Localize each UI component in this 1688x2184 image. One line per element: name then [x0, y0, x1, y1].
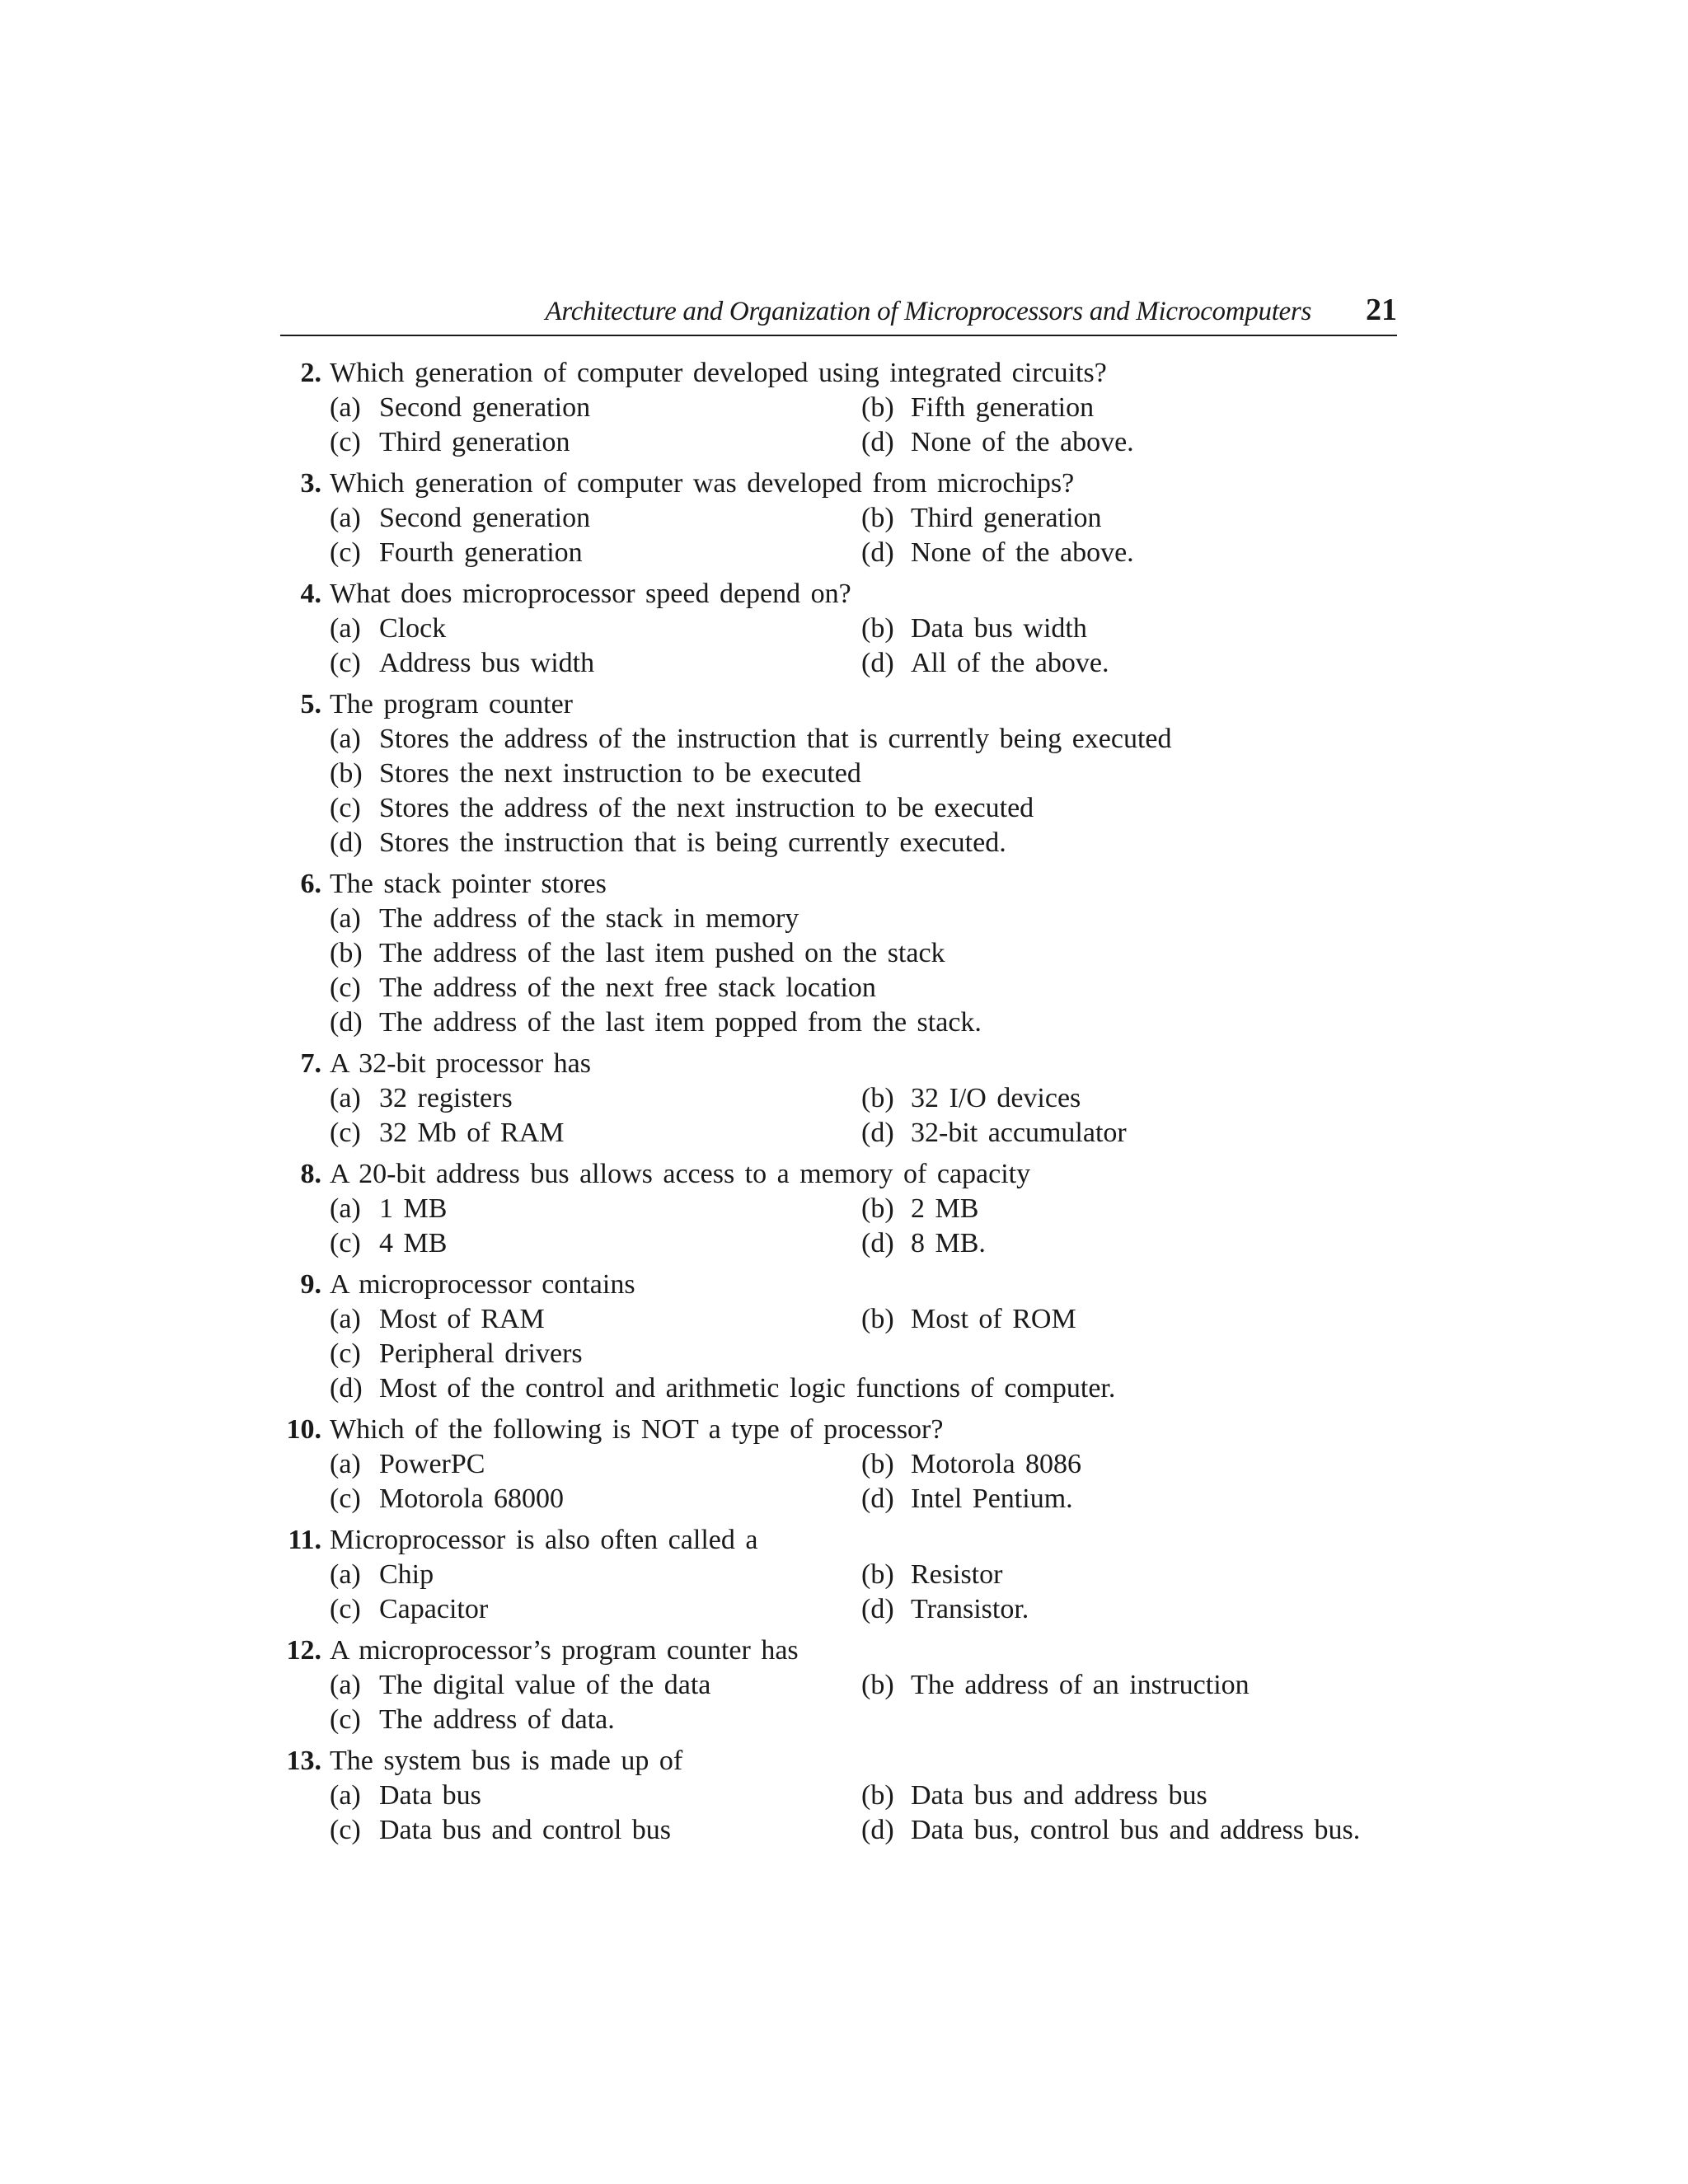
option-letter: (d)	[330, 1007, 363, 1038]
option-text: Capacitor	[379, 1594, 489, 1624]
question-number: 13.	[286, 1746, 321, 1776]
question-stem	[272, 1047, 1409, 1081]
question-stem	[272, 466, 1409, 501]
answer-option	[861, 536, 1134, 570]
answer-option	[330, 1192, 447, 1226]
option-letter: (d)	[861, 1228, 894, 1258]
option-letter: (c)	[330, 1118, 361, 1148]
option-text: The address of the next free stack location	[379, 972, 876, 1003]
option-text: Clock	[379, 613, 447, 644]
running-header	[280, 293, 1397, 336]
option-row	[272, 757, 1409, 791]
answer-option	[330, 1371, 1115, 1406]
option-letter: (d)	[861, 1815, 894, 1845]
option-text: PowerPC	[379, 1449, 485, 1479]
option-letter: (a)	[330, 613, 361, 644]
answer-option	[861, 646, 1109, 681]
option-text: The address of the last item popped from the stack.	[379, 1007, 982, 1038]
question-number: 11.	[288, 1525, 321, 1555]
option-row	[272, 722, 1409, 757]
option-text: Data bus and address bus	[911, 1780, 1207, 1811]
question-stem	[272, 356, 1409, 391]
option-text: 32 I/O devices	[911, 1083, 1081, 1113]
option-letter: (c)	[330, 1704, 361, 1735]
option-text: Intel Pentium.	[911, 1483, 1073, 1514]
answer-option	[861, 1116, 1127, 1151]
option-letter: (d)	[330, 827, 363, 858]
answer-option	[861, 612, 1087, 646]
option-letter: (b)	[330, 938, 363, 968]
option-text: Fifth generation	[911, 392, 1095, 423]
question-number: 4.	[300, 579, 321, 609]
option-row	[272, 1592, 1409, 1627]
option-letter: (b)	[330, 758, 363, 789]
option-letter: (c)	[330, 537, 361, 568]
answer-option	[861, 391, 1094, 425]
option-letter: (b)	[861, 1780, 894, 1811]
option-text: Peripheral drivers	[379, 1338, 583, 1369]
option-letter: (c)	[330, 648, 361, 678]
option-letter: (c)	[330, 1815, 361, 1845]
option-letter: (c)	[330, 1228, 361, 1258]
question-stem	[272, 1523, 1409, 1558]
question-number: 6.	[300, 869, 321, 899]
option-text: 32 registers	[379, 1083, 513, 1113]
answer-option	[861, 1081, 1081, 1116]
option-letter: (d)	[330, 1373, 363, 1404]
running-header-title: Architecture and Organization of Microprocessors and Microcomputers	[545, 297, 1311, 326]
answer-option	[330, 425, 570, 460]
option-letter: (a)	[330, 1449, 361, 1479]
option-row	[272, 612, 1409, 646]
answer-option	[330, 1447, 485, 1482]
answer-option	[330, 501, 590, 536]
option-text: Third generation	[911, 503, 1102, 533]
option-text: 32-bit accumulator	[911, 1118, 1127, 1148]
question-list	[272, 356, 1409, 1854]
option-letter: (a)	[330, 1304, 361, 1334]
answer-option	[330, 1592, 488, 1627]
answer-option	[861, 1668, 1250, 1703]
question-text: Which generation of computer was developed from microchips?	[330, 468, 1075, 499]
option-text: Most of RAM	[379, 1304, 545, 1334]
question-item	[272, 577, 1409, 681]
option-text: Data bus, control bus and address bus.	[911, 1815, 1361, 1845]
option-text: Address bus width	[379, 648, 595, 678]
option-text: Most of the control and arithmetic logic functions of computer.	[379, 1373, 1116, 1404]
option-text: The address of data.	[379, 1704, 615, 1735]
question-item	[272, 867, 1409, 1040]
answer-option	[861, 425, 1134, 460]
option-text: Second generation	[379, 503, 591, 533]
answer-option	[861, 501, 1102, 536]
question-number: 12.	[286, 1635, 321, 1666]
question-stem	[272, 1157, 1409, 1192]
option-text: Third generation	[379, 427, 570, 457]
answer-option	[330, 1116, 565, 1151]
answer-option	[861, 1302, 1076, 1337]
option-row	[272, 1192, 1409, 1226]
question-item	[272, 1523, 1409, 1627]
question-stem	[272, 577, 1409, 612]
option-text: 32 Mb of RAM	[379, 1118, 565, 1148]
question-number: 2.	[300, 358, 321, 388]
answer-option	[861, 1192, 978, 1226]
question-text: Which of the following is NOT a type of processor?	[330, 1414, 944, 1445]
question-number: 10.	[286, 1414, 321, 1445]
question-text: Microprocessor is also often called a	[330, 1525, 758, 1555]
answer-option	[330, 722, 1172, 757]
option-row	[272, 1447, 1409, 1482]
option-row	[272, 646, 1409, 681]
option-letter: (b)	[861, 1559, 894, 1590]
option-letter: (a)	[330, 503, 361, 533]
question-number: 9.	[300, 1269, 321, 1300]
answer-option	[330, 1081, 513, 1116]
question-text: The stack pointer stores	[330, 869, 607, 899]
option-text: 4 MB	[379, 1228, 448, 1258]
option-letter: (b)	[861, 1083, 894, 1113]
option-row	[272, 1371, 1409, 1406]
page-number: 21	[1366, 293, 1397, 327]
answer-option	[861, 1226, 986, 1261]
option-row	[272, 1668, 1409, 1703]
option-letter: (b)	[861, 503, 894, 533]
option-letter: (d)	[861, 1118, 894, 1148]
question-item	[272, 1413, 1409, 1516]
option-letter: (a)	[330, 903, 361, 934]
option-letter: (a)	[330, 1193, 361, 1224]
option-row	[272, 425, 1409, 460]
option-letter: (c)	[330, 1483, 361, 1514]
answer-option	[330, 791, 1034, 826]
option-text: The address of the last item pushed on the stack	[379, 938, 945, 968]
answer-option	[330, 391, 590, 425]
option-letter: (b)	[861, 1304, 894, 1334]
question-stem	[272, 867, 1409, 902]
question-number: 7.	[300, 1048, 321, 1079]
answer-option	[330, 902, 799, 936]
question-text: A microprocessor’s program counter has	[330, 1635, 799, 1666]
answer-option	[330, 1302, 545, 1337]
option-letter: (d)	[861, 1594, 894, 1624]
option-row	[272, 1558, 1409, 1592]
option-row	[272, 971, 1409, 1005]
option-letter: (a)	[330, 1083, 361, 1113]
answer-option	[330, 1813, 671, 1848]
question-stem	[272, 1744, 1409, 1779]
option-text: Stores the next instruction to be executed	[379, 758, 861, 789]
option-row	[272, 1337, 1409, 1371]
question-stem	[272, 1268, 1409, 1302]
option-row	[272, 1482, 1409, 1516]
question-item	[272, 356, 1409, 460]
question-item	[272, 1047, 1409, 1151]
option-text: Transistor.	[911, 1594, 1029, 1624]
question-text: A microprocessor contains	[330, 1269, 635, 1300]
option-letter: (c)	[330, 972, 361, 1003]
option-text: Motorola 68000	[379, 1483, 565, 1514]
answer-option	[330, 971, 876, 1005]
option-letter: (c)	[330, 427, 361, 457]
option-text: Data bus	[379, 1780, 481, 1811]
question-text: The program counter	[330, 689, 573, 719]
option-row	[272, 791, 1409, 826]
question-text: A 20-bit address bus allows access to a memory of capacity	[330, 1159, 1031, 1189]
option-letter: (b)	[861, 1193, 894, 1224]
option-text: Most of ROM	[911, 1304, 1076, 1334]
option-row	[272, 1081, 1409, 1116]
question-number: 5.	[300, 689, 321, 719]
option-row	[272, 1005, 1409, 1040]
answer-option	[330, 1337, 583, 1371]
option-letter: (d)	[861, 1483, 894, 1514]
answer-option	[330, 1558, 434, 1592]
option-text: Fourth generation	[379, 537, 583, 568]
option-text: Motorola 8086	[911, 1449, 1082, 1479]
answer-option	[861, 1779, 1207, 1813]
question-stem	[272, 1413, 1409, 1447]
option-text: Resistor	[911, 1559, 1003, 1590]
question-item	[272, 1744, 1409, 1848]
option-row	[272, 1813, 1409, 1848]
option-letter: (d)	[861, 648, 894, 678]
question-item	[272, 1268, 1409, 1406]
option-text: None of the above.	[911, 427, 1134, 457]
option-text: Stores the address of the next instruction to be executed	[379, 793, 1034, 823]
option-letter: (d)	[861, 427, 894, 457]
option-text: All of the above.	[911, 648, 1109, 678]
answer-option	[861, 1447, 1081, 1482]
option-letter: (c)	[330, 793, 361, 823]
answer-option	[861, 1592, 1029, 1627]
question-item	[272, 1633, 1409, 1737]
question-item	[272, 466, 1409, 570]
option-letter: (d)	[861, 537, 894, 568]
option-row	[272, 1302, 1409, 1337]
question-item	[272, 687, 1409, 860]
answer-option	[861, 1482, 1073, 1516]
option-letter: (c)	[330, 1338, 361, 1369]
option-text: The address of the stack in memory	[379, 903, 799, 934]
option-letter: (a)	[330, 1559, 361, 1590]
option-letter: (b)	[861, 1449, 894, 1479]
option-text: The digital value of the data	[379, 1670, 711, 1700]
option-row	[272, 936, 1409, 971]
answer-option	[330, 612, 446, 646]
question-stem	[272, 687, 1409, 722]
option-text: 8 MB.	[911, 1228, 986, 1258]
option-letter: (b)	[861, 392, 894, 423]
option-row	[272, 902, 1409, 936]
answer-option	[330, 936, 945, 971]
option-text: 1 MB	[379, 1193, 448, 1224]
answer-option	[861, 1558, 1002, 1592]
option-row	[272, 1226, 1409, 1261]
answer-option	[330, 757, 861, 791]
option-row	[272, 1779, 1409, 1813]
answer-option	[330, 536, 583, 570]
option-letter: (b)	[861, 1670, 894, 1700]
option-row	[272, 826, 1409, 860]
option-text: The address of an instruction	[911, 1670, 1250, 1700]
question-text: Which generation of computer developed using integrated circuits?	[330, 358, 1107, 388]
option-letter: (a)	[330, 392, 361, 423]
option-text: 2 MB	[911, 1193, 979, 1224]
option-text: Stores the address of the instruction that is currently being executed	[379, 724, 1172, 754]
question-text: The system bus is made up of	[330, 1746, 683, 1776]
answer-option	[861, 1813, 1360, 1848]
option-letter: (a)	[330, 1670, 361, 1700]
option-text: Data bus width	[911, 613, 1087, 644]
option-text: None of the above.	[911, 537, 1134, 568]
answer-option	[330, 1779, 481, 1813]
question-item	[272, 1157, 1409, 1261]
answer-option	[330, 1005, 982, 1040]
answer-option	[330, 826, 1006, 860]
question-number: 3.	[300, 468, 321, 499]
question-text: What does microprocessor speed depend on?	[330, 579, 851, 609]
option-row	[272, 1703, 1409, 1737]
option-text: Data bus and control bus	[379, 1815, 672, 1845]
option-text: Chip	[379, 1559, 434, 1590]
option-letter: (b)	[861, 613, 894, 644]
answer-option	[330, 646, 594, 681]
answer-option	[330, 1226, 447, 1261]
option-row	[272, 1116, 1409, 1151]
question-stem	[272, 1633, 1409, 1668]
option-row	[272, 536, 1409, 570]
question-text: A 32-bit processor has	[330, 1048, 592, 1079]
option-row	[272, 391, 1409, 425]
option-row	[272, 501, 1409, 536]
option-text: Stores the instruction that is being currently executed.	[379, 827, 1006, 858]
option-letter: (a)	[330, 724, 361, 754]
option-letter: (c)	[330, 1594, 361, 1624]
answer-option	[330, 1703, 615, 1737]
question-number: 8.	[300, 1159, 321, 1189]
option-text: Second generation	[379, 392, 591, 423]
option-letter: (a)	[330, 1780, 361, 1811]
answer-option	[330, 1482, 564, 1516]
answer-option	[330, 1668, 710, 1703]
